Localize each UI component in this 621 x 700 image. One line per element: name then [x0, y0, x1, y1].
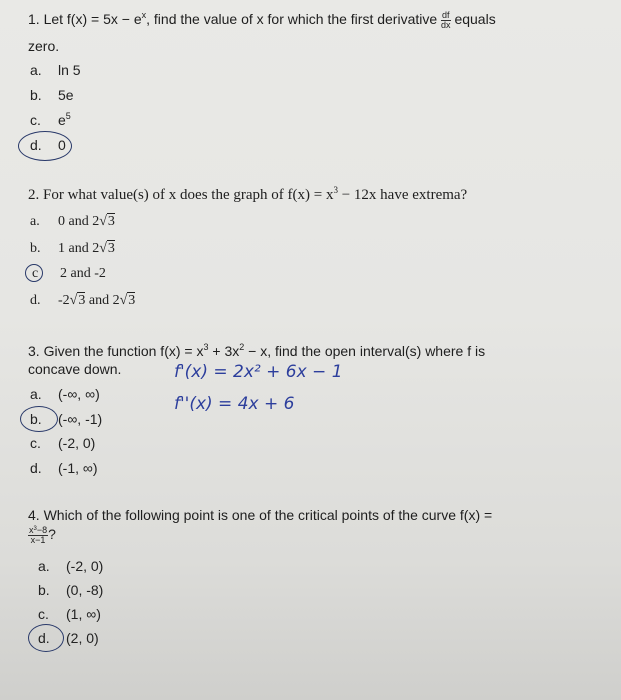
question-4-fraction: $\frac{x^3-8}{x-1}$ ?: [29, 525, 56, 545]
question-3-text-line2: concave down.: [28, 361, 122, 377]
q4-option-d[interactable]: d. (2, 0): [38, 630, 99, 646]
q1-answer-circle: [18, 131, 72, 161]
q1-option-d[interactable]: d. 0: [30, 137, 66, 153]
question-3-text: 3. Given the function $f(x) = x^3 + 3x^2 - x$, find the open interval(s) where f is: [28, 342, 486, 359]
q3-option-c[interactable]: c. (-2, 0): [30, 435, 96, 451]
q2-answer-circle: [25, 264, 43, 282]
handwritten-second-derivative: f''(x) = 4x + 6: [174, 394, 295, 414]
q4-option-a[interactable]: a. (-2, 0): [38, 558, 104, 574]
q4-option-b[interactable]: b. (0, -8): [38, 582, 104, 598]
q3-option-b[interactable]: b. (-∞, -1): [30, 411, 103, 427]
q3-answer-circle: [20, 406, 58, 432]
q2-option-c[interactable]: c 2 and -2: [32, 266, 106, 281]
question-1-text-line2: zero.: [28, 38, 60, 54]
handwritten-first-derivative: f'(x) = 2x² + 6x − 1: [174, 362, 343, 382]
derivative-fraction: $\frac{df}{dx}$: [441, 9, 451, 30]
question-1-text: 1. Let $f(x) = 5x - e^x$, find the value of x for which the first derivative $\frac{df}{dx}$ equals: [28, 9, 496, 30]
q2-option-b[interactable]: b. 1 and 2√3: [30, 241, 115, 256]
q2-option-d[interactable]: d. -2√3 and 2√3: [30, 293, 136, 308]
q1-option-a[interactable]: a. ln 5: [30, 62, 81, 78]
question-2-text: 2. For what value(s) of x does the graph of $f(x) = x^3 - 12x$ have extrema?: [28, 185, 468, 203]
q1-option-b[interactable]: b. 5e: [30, 87, 74, 103]
q4-option-c[interactable]: c. (1, ∞): [38, 606, 101, 622]
q1-option-c[interactable]: c. $e^5$: [30, 111, 71, 128]
question-4-text: 4. Which of the following point is one of the critical points of the curve f(x) =: [28, 507, 493, 523]
q2-option-a[interactable]: a. 0 and 2√3: [30, 214, 115, 229]
q3-option-a[interactable]: a. (-∞, ∞): [30, 386, 100, 402]
q4-answer-circle: [28, 624, 64, 652]
q3-option-d[interactable]: d. (-1, ∞): [30, 460, 98, 476]
